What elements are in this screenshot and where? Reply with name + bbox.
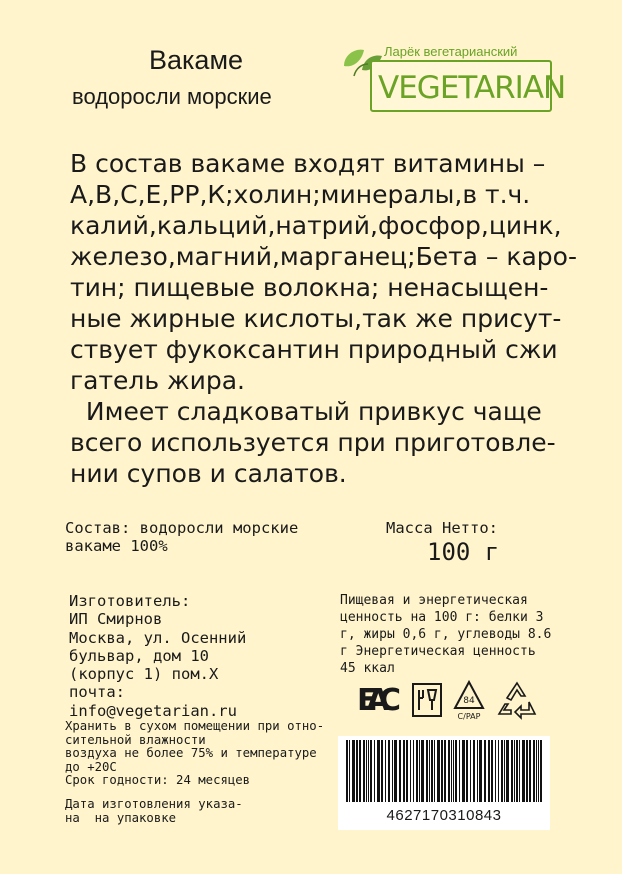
barcode-bar: [399, 740, 401, 802]
description-line: тин; пищевые волокна; ненасыщен-: [70, 273, 549, 302]
manufacturer-line: (корпус 1) пом.Х: [69, 665, 219, 684]
barcode-bar: [506, 740, 509, 802]
nutrition-line: г Энергетическая ценность: [340, 644, 536, 659]
barcode-bar: [434, 740, 435, 802]
barcode-bar: [498, 740, 499, 802]
product-subtitle: водоросли морские: [72, 84, 272, 109]
storage-conditions: [65, 720, 324, 788]
barcode-bar: [431, 740, 433, 802]
barcode-bar: [370, 740, 372, 802]
barcode-bar: [501, 740, 503, 802]
barcode-bar: [453, 740, 454, 802]
barcode-bar: [366, 740, 367, 802]
barcode-bar: [385, 740, 386, 802]
barcode-bar: [519, 740, 520, 802]
recycling-number: 84: [463, 696, 475, 706]
barcode-bar: [455, 740, 457, 802]
production-date-line: Дата изготовления указа-: [65, 797, 243, 811]
manufacturer-line: ИП Смирнов: [69, 610, 163, 629]
barcode-bar: [374, 740, 375, 802]
barcode-bar: [451, 740, 452, 802]
logo-caption: Ларёк вегетарианский: [384, 44, 518, 59]
manufacturer-line: бульвар, дом 10: [69, 646, 209, 665]
nutrition-line: 45 ккал: [340, 661, 395, 676]
description-line: железо,магний,марганец;Бета – каро-: [70, 242, 577, 271]
manufacturer-line: почта:: [69, 683, 125, 702]
barcode-bar: [462, 740, 465, 802]
certification-marks: [357, 680, 543, 722]
product-title: Вакаме: [149, 45, 244, 75]
description-line: калий,кальций,натрий,фосфор,цинк,: [70, 211, 562, 240]
logo-frame: [370, 60, 566, 112]
production-date-note: [65, 798, 243, 825]
barcode-bar: [368, 740, 369, 802]
barcode-bar: [363, 740, 365, 802]
barcode-bar: [511, 740, 513, 802]
recycling-code: C/PAP: [457, 712, 481, 721]
barcode-bars: [338, 736, 550, 806]
barcode-bar: [459, 740, 460, 802]
barcode-bar: [516, 740, 518, 802]
recycling-triangle-icon: [455, 682, 483, 721]
barcode-bar: [421, 740, 424, 802]
description-line: ствует фукоксантин природный сжи: [70, 335, 558, 364]
description-line: ные жирные кислоты,так же присут-: [70, 304, 562, 333]
barcode-bar: [392, 740, 393, 802]
barcode-bar: [419, 740, 420, 802]
barcode-bar: [416, 740, 418, 802]
barcode-bar: [466, 740, 468, 802]
net-mass-label: Масса Нетто:: [386, 519, 498, 537]
barcode-bar: [540, 740, 542, 802]
barcode-bar: [473, 740, 475, 802]
barcode-bar: [346, 740, 348, 802]
description-line: А,В,С,Е,РР,К;холин;минералы,в т.ч.: [70, 180, 531, 209]
barcode-bar: [441, 740, 443, 802]
barcode-bar: [488, 740, 490, 802]
barcode-bar: [448, 740, 450, 802]
vegetarian-logo: [340, 44, 566, 114]
logo-word: VEGETARIAN: [378, 70, 566, 106]
barcode-bar: [533, 740, 535, 802]
barcode-bar: [403, 740, 405, 802]
shelf-life: Срок годности: 24 месяцев: [65, 773, 251, 787]
manufacturer-email[interactable]: info@vegetarian.ru: [69, 701, 237, 720]
barcode-bar: [394, 740, 397, 802]
barcode-bar: [514, 740, 515, 802]
description-line: нии супов и салатов.: [70, 459, 347, 488]
eac-text: EAC: [357, 683, 401, 718]
food-contact-icon: [413, 684, 441, 716]
barcode-bar: [377, 740, 380, 802]
composition-line: Состав: водоросли морские: [65, 519, 299, 537]
barcode-bar: [359, 740, 361, 802]
eac-mark-icon: [357, 683, 401, 718]
barcode-bar: [495, 740, 496, 802]
manufacturer-line: Изготовитель:: [69, 592, 191, 610]
description-line: всего используется при приготовле-: [70, 428, 556, 457]
barcode-bar: [479, 740, 482, 802]
barcode-bar: [406, 740, 408, 802]
barcode-bar: [526, 740, 528, 802]
net-mass-value: 100 г: [427, 538, 500, 566]
composition-line: вакаме 100%: [65, 537, 168, 555]
barcode-bar: [437, 740, 440, 802]
storage-line: сительной влажности: [65, 732, 206, 747]
manufacturer-info: [69, 592, 246, 720]
barcode-bar: [484, 740, 486, 802]
barcode-bar: [504, 740, 505, 802]
barcode-bar: [522, 740, 525, 802]
barcode-bar: [356, 740, 358, 802]
barcode-bar: [388, 740, 390, 802]
barcode: [338, 736, 550, 830]
barcode-bar: [444, 740, 446, 802]
nutrition-line: г, жиры 0,6 г, углеводы 8.6: [340, 627, 552, 642]
barcode-number: 4627170310843: [386, 807, 502, 824]
barcode-bar: [536, 740, 537, 802]
description-line: Имеет сладковатый привкус чаще: [70, 397, 542, 426]
barcode-bar: [413, 740, 414, 802]
barcode-bar: [477, 740, 478, 802]
manufacturer-line: Москва, ул. Осенний: [69, 628, 247, 647]
barcode-bar: [529, 740, 531, 802]
storage-line: до +20С: [65, 759, 117, 774]
barcode-bar: [352, 740, 355, 802]
barcode-bar: [381, 740, 383, 802]
nutrition-line: ценность на 100 г: белки 3: [340, 610, 544, 625]
nutrition-line: Пищевая и энергетическая: [340, 593, 528, 608]
product-description: [70, 148, 577, 489]
barcode-bar: [470, 740, 471, 802]
storage-line: Хранить в сухом помещении при отно-: [65, 719, 325, 733]
composition: [65, 519, 298, 555]
nutrition-info: [340, 592, 551, 677]
barcode-bar: [426, 740, 428, 802]
description-line: В состав вакаме входят витамины –: [70, 149, 546, 178]
barcode-bar: [491, 740, 493, 802]
production-date-line: на на упаковке: [65, 810, 177, 825]
barcode-bar: [410, 740, 411, 802]
barcode-bar: [349, 740, 350, 802]
mobius-loop-icon: [499, 683, 535, 718]
storage-line: воздуха не более 75% и температуре: [65, 746, 317, 760]
barcode-bar: [538, 740, 539, 802]
description-line: гатель жира.: [70, 366, 245, 395]
barcode-bar: [429, 740, 430, 802]
